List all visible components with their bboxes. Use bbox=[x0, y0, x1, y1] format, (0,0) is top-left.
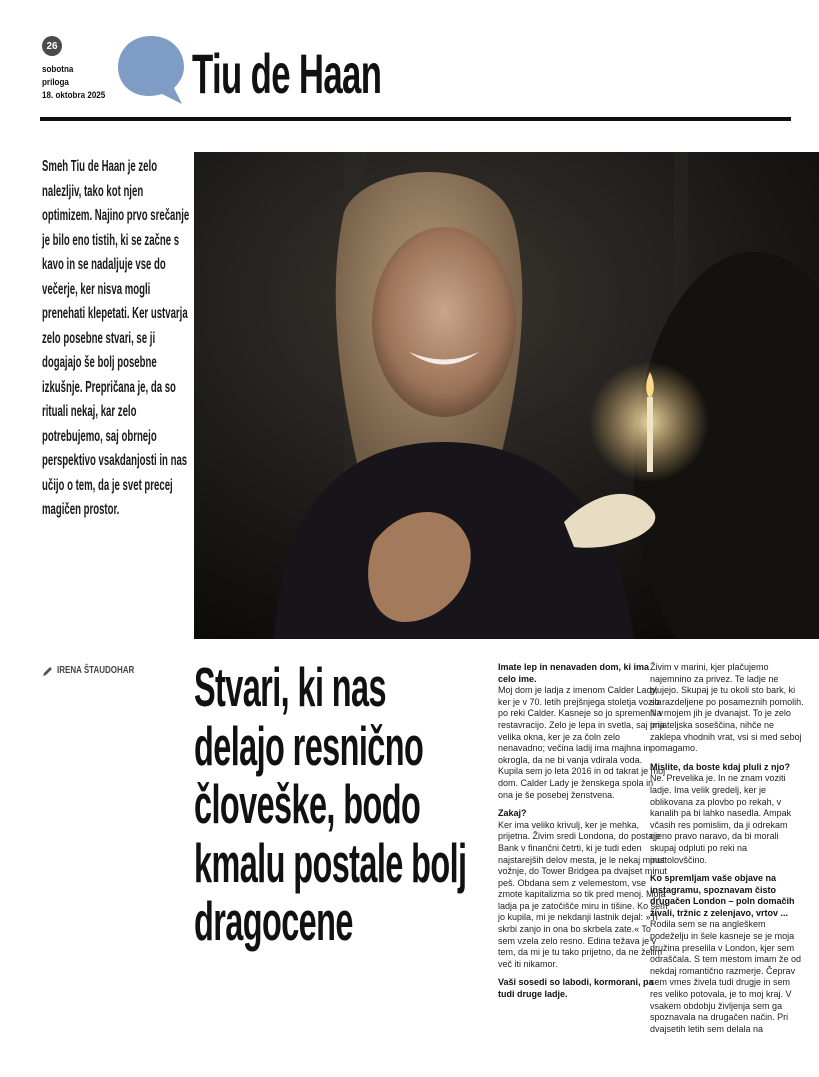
question-3: Vaši sosedi so labodi, kormorani, pa tudi druge ladje. bbox=[498, 977, 654, 1000]
issue-line-1: sobotna bbox=[42, 64, 74, 75]
issue-date: 18. oktobra 2025 bbox=[42, 90, 106, 101]
article-column-2 bbox=[650, 662, 805, 1042]
speech-bubble-icon bbox=[116, 34, 186, 106]
answer-3: Živim v marini, kjer plačujemo najemnino za privez. Te ladje ne plujejo. Skupaj je tu okoli sto bark, ki so razdeljene po posameznih pomolih. Na mojem jih je dvanajst. To je zelo prijateljska soseščina, nihče ne zaklepa vhodnih vrat, vsi si med seboj pomagamo. bbox=[650, 662, 804, 754]
question-4: Mislite, da boste kdaj pluli z njo? bbox=[650, 761, 791, 772]
intro-text: Smeh Tiu de Haan je zelo nalezljiv, tako kot njen optimizem. Najino prvo srečanje je bilo eno tistih, ki se začne s kavo in se nadaljuje vse do večerje, ker nisva mogli prenehati klepetati. Ker ustvarja zelo posebne stvari, se ji dogajajo še bolj posebne izkušnje. Prepričana je, da so rituali nekaj, kar zelo potrebujemo, saj obrnejo perspektivo vsakdanjosti in nas učijo o tem, da je svet precej magičen prostor. bbox=[42, 158, 190, 518]
portrait-photo bbox=[194, 152, 819, 639]
photo-illustration bbox=[194, 152, 819, 639]
issue-line-2: priloga bbox=[42, 77, 69, 88]
issue-info bbox=[42, 63, 122, 102]
pencil-icon bbox=[42, 666, 53, 677]
author-byline bbox=[42, 665, 192, 677]
masthead-title: Tiu de Haan bbox=[192, 42, 382, 105]
page-number: 26 bbox=[42, 36, 62, 56]
header-rule bbox=[40, 117, 791, 121]
answer-4: Ne. Prevelika je. In ne znam voziti ladje. Ima velik gredelj, ker je oblikovana za plovbo po rekah, v kanalih pa bi lahko nasedla. Ampak včasih res pomislim, da ji odrekam njeno pravo naravo, da bi morali skupaj odpluti po reki na pustolovščino. bbox=[650, 773, 792, 865]
article-column-1 bbox=[498, 662, 668, 1008]
question-1: Imate lep in nenavaden dom, ki ima celo ime. bbox=[498, 662, 650, 684]
article-headline: Stvari, ki nas delajo resnično človeške, bodo kmalu postale bolj dragocene bbox=[194, 656, 467, 952]
answer-5: Rodila sem se na angleškem podeželju in šele kasneje se je moja družina preselila v London, kjer sem odraščala. S tem mestom imam že od nekdaj romantično razmerje. Čeprav sem vmes živela tudi drugje in sem res veliko potovala, je to moj kraj. V vsakem obdobju življenja sem ga spoznavala na drugačen način. Pri dvajsetih letih sem delala na bbox=[650, 919, 802, 1034]
question-5: Ko spremljam vaše objave na instagramu, spoznavam čisto drugačen London – poln domačih živali, tržnic z zelenjavo, vrtov ... bbox=[650, 873, 795, 918]
answer-1: Moj dom je ladja z imenom Calder Lady, ker je v 70. letih prejšnjega stoletja vozila po reki Calder. Kasneje so jo spremenili v restavracijo. Zelo je lepa in svetla, saj ima velika okna, ker je za čoln zelo nenavadno; večina ladij ima majhna in okrogla, da ne bi vanja vdirala voda. Kupila sem jo leta 2016 in od takrat je moj dom. Calder Lady je ženskega spola in ona je še posebej ženstvena. bbox=[498, 685, 666, 800]
answer-2: Ker ima veliko krivulj, ker je mehka, prijetna. Živim sredi Londona, do postaje Bank v finančni četrti, ki je tudi eden najstarejših delov mesta, je le nekaj minut vožnje, do Tower Bridgea pa dvajset minut peš. Obdana sem z velemestom, vse zmote kapitalizma so tik pred menoj. Moja ladja pa je zatočišče miru in tišine. Ko sem jo kupila, mi je nekdanji lastnik dejal: »Ti skrbi zanjo in ona bo skrbela zate.« To sem vzela zelo resno. Edina težava je v tem, da mi je tu tako prijetno, da ne želim več iti nikamor. bbox=[498, 819, 668, 969]
author-name: IRENA ŠTAUDOHAR bbox=[57, 665, 135, 676]
question-2: Zakaj? bbox=[498, 808, 527, 819]
